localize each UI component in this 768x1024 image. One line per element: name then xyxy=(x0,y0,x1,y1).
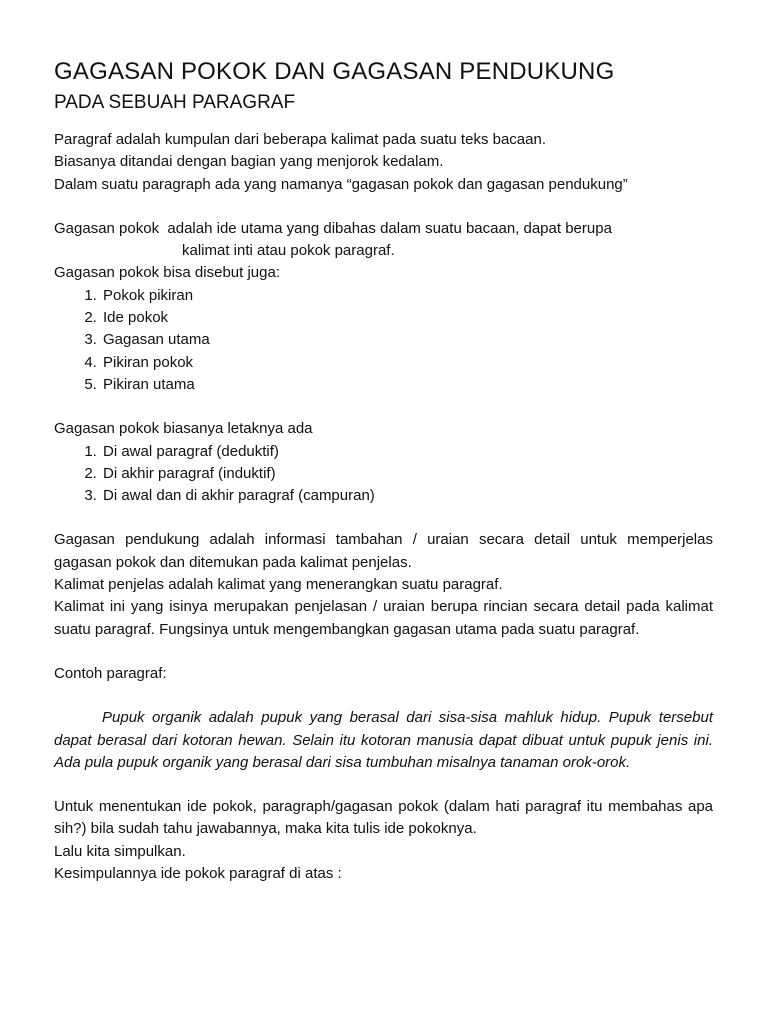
synonyms-heading: Gagasan pokok bisa disebut juga: xyxy=(54,264,280,282)
list-item: 2. Ide pokok xyxy=(101,307,713,329)
list-item: 3. Di awal dan di akhir paragraf (campuran) xyxy=(101,485,713,507)
spacer xyxy=(54,396,713,418)
intro-line: Paragraf adalah kumpulan dari beberapa kalimat pada suatu teks bacaan. xyxy=(54,131,546,148)
document-subtitle: PADA SEBUAH PARAGRAF xyxy=(54,92,296,113)
supporting-section xyxy=(54,529,713,640)
intro-section xyxy=(54,129,713,196)
definition-section xyxy=(54,218,713,396)
list-item: 1. Di awal paragraf (deduktif) xyxy=(101,441,713,463)
supporting-paragraph: Kalimat ini yang isinya merupakan penjelasan / uraian berupa rincian secara detail pada kalimat suatu paragraf. Fungsinya untuk mengembangkan gagasan utama pada suatu paragraf. xyxy=(54,598,713,638)
spacer xyxy=(54,507,713,529)
example-section xyxy=(54,663,713,774)
list-item: 4. Pikiran pokok xyxy=(101,352,713,374)
list-item: 5. Pikiran utama xyxy=(101,374,713,396)
closing-paragraph: Lalu kita simpulkan. xyxy=(54,842,186,860)
spacer xyxy=(54,685,713,707)
synonyms-list xyxy=(54,285,713,396)
document-title: GAGASAN POKOK DAN GAGASAN PENDUKUNG xyxy=(54,58,615,85)
closing-paragraph: Untuk menentukan ide pokok, paragraph/gagasan pokok (dalam hati paragraf itu membahas apa sih?) bila sudah tahu jawabannya, maka kita tulis ide pokoknya. xyxy=(54,798,713,838)
spacer xyxy=(54,196,713,218)
list-item: 2. Di akhir paragraf (induktif) xyxy=(101,463,713,485)
spacer xyxy=(54,641,713,663)
example-heading: Contoh paragraf: xyxy=(54,664,167,682)
spacer xyxy=(54,774,713,796)
definition-line: Gagasan pokok adalah ide utama yang dibahas dalam suatu bacaan, dapat berupa xyxy=(54,219,612,237)
list-item: 1. Pokok pikiran xyxy=(101,285,713,307)
closing-section xyxy=(54,796,713,885)
document-page xyxy=(54,58,713,885)
example-paragraph: Pupuk organik adalah pupuk yang berasal dari sisa-sisa mahluk hidup. Pupuk tersebut dapat berasal dari kotoran hewan. Selain itu kotoran manusia dapat dibuat untuk pupuk jenis ini. Ada pula pupuk organik yang berasal dari sisa tumbuhan misalnya tanaman orok-orok. xyxy=(54,709,713,771)
supporting-paragraph: Kalimat penjelas adalah kalimat yang menerangkan suatu paragraf. xyxy=(54,576,503,594)
locations-list xyxy=(54,441,713,508)
list-item: 3. Gagasan utama xyxy=(101,329,713,351)
location-heading: Gagasan pokok biasanya letaknya ada xyxy=(54,420,313,438)
definition-continuation: kalimat inti atau pokok paragraf. xyxy=(182,242,395,260)
intro-line: Dalam suatu paragraph ada yang namanya “gagasan pokok dan gagasan pendukung” xyxy=(54,175,628,193)
supporting-paragraph: Gagasan pendukung adalah informasi tambahan / uraian secara detail untuk memperjelas gagasan pokok dan ditemukan pada kalimat penjelas. xyxy=(54,531,713,571)
closing-paragraph: Kesimpulannya ide pokok paragraf di atas : xyxy=(54,865,342,883)
location-section xyxy=(54,418,713,507)
intro-line: Biasanya ditandai dengan bagian yang menjorok kedalam. xyxy=(54,153,444,171)
